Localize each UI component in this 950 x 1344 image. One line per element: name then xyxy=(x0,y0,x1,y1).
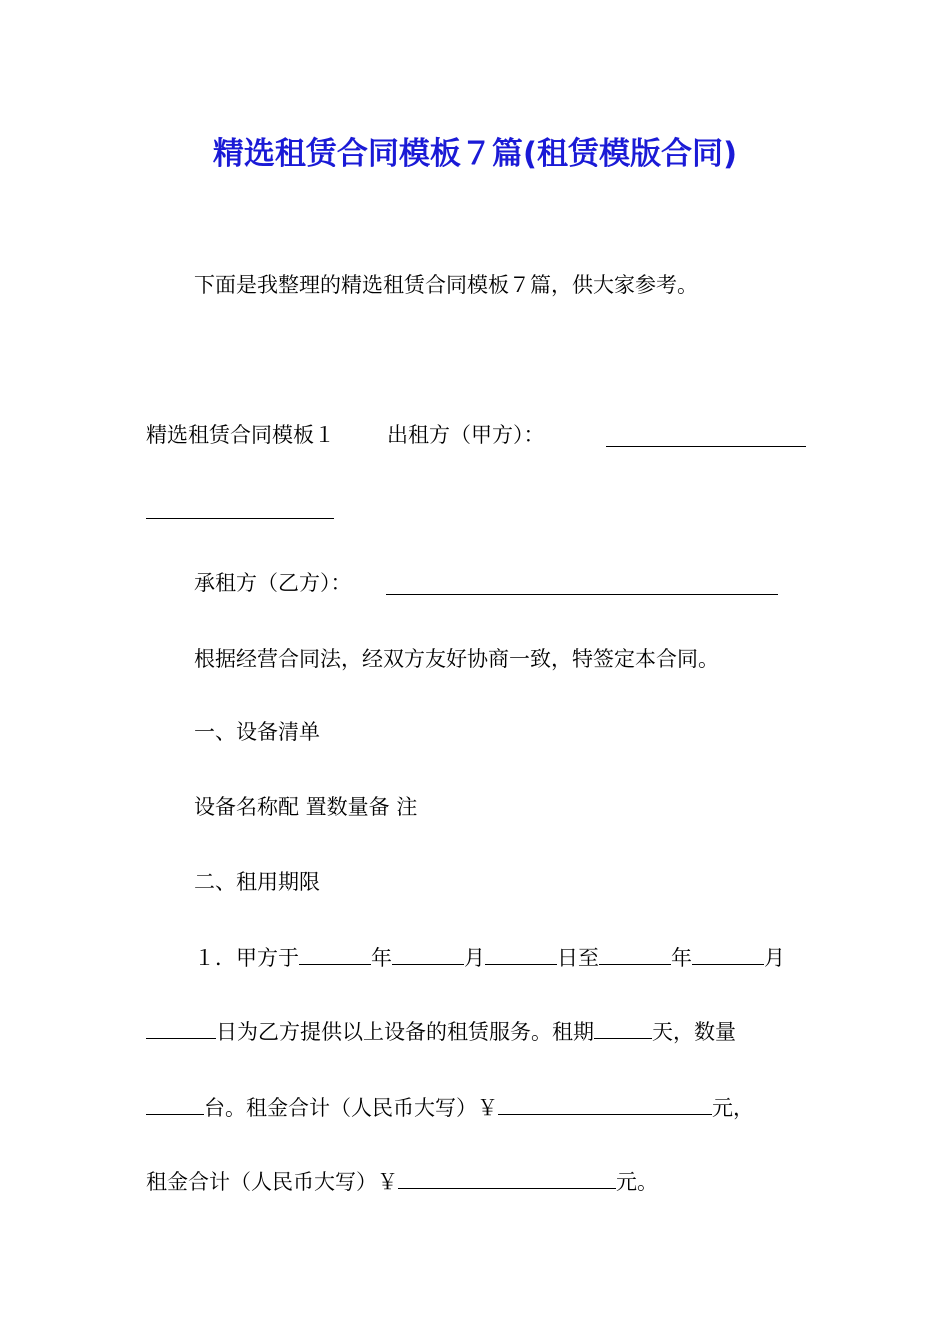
lessee-label: 承租方（乙方）： xyxy=(194,571,352,595)
term-line-1 xyxy=(194,942,785,973)
rent-amount-blank-2 xyxy=(398,1166,616,1189)
term-line-3 xyxy=(146,1092,754,1123)
month-label: 月 xyxy=(464,946,485,970)
start-day-blank xyxy=(485,942,557,965)
rent-total-label: 租金合计（人民币大写）￥ xyxy=(146,1170,398,1194)
days-quantity-label: 天，数量 xyxy=(652,1020,736,1044)
quantity-blank xyxy=(146,1092,204,1115)
lease-days-blank xyxy=(594,1016,652,1039)
intro-paragraph: 下面是我整理的精选租赁合同模板７篇，供大家参考。 xyxy=(194,273,698,297)
section-heading-line xyxy=(146,420,545,450)
term-line-2 xyxy=(146,1016,736,1047)
section-heading: 精选租赁合同模板１ xyxy=(146,423,335,447)
lessor-blank-line xyxy=(606,446,806,447)
end-month-label: 月 xyxy=(764,946,785,970)
end-year-label: 年 xyxy=(671,946,692,970)
end-day-blank xyxy=(146,1016,216,1039)
preamble-paragraph: 根据经营合同法，经双方友好协商一致，特签定本合同。 xyxy=(194,647,719,671)
clause-one-heading: 一、设备清单 xyxy=(194,720,320,744)
end-year-blank xyxy=(599,942,671,965)
lessor-blank-line-continued xyxy=(146,518,334,519)
yuan-comma: 元， xyxy=(712,1096,754,1120)
equipment-columns: 设备名称配 置数量备 注 xyxy=(194,795,418,819)
year-label: 年 xyxy=(371,946,392,970)
day-to-label: 日至 xyxy=(557,946,599,970)
document-title: 精选租赁合同模板７篇(租赁模版合同) xyxy=(212,136,738,172)
lessor-label: 出租方（甲方）： xyxy=(387,423,545,447)
rent-total-prefix: 台。租金合计（人民币大写）￥ xyxy=(204,1096,498,1120)
term-prefix: １．甲方于 xyxy=(194,946,299,970)
clause-two-heading: 二、租用期限 xyxy=(194,870,320,894)
lessee-line xyxy=(194,568,352,598)
lessee-blank-line xyxy=(386,594,778,595)
term-line-4 xyxy=(146,1166,658,1197)
start-year-blank xyxy=(299,942,371,965)
start-month-blank xyxy=(392,942,464,965)
rent-amount-blank xyxy=(498,1092,712,1115)
end-month-blank xyxy=(692,942,764,965)
yuan-period: 元。 xyxy=(616,1170,658,1194)
service-text: 日为乙方提供以上设备的租赁服务。租期 xyxy=(216,1020,594,1044)
